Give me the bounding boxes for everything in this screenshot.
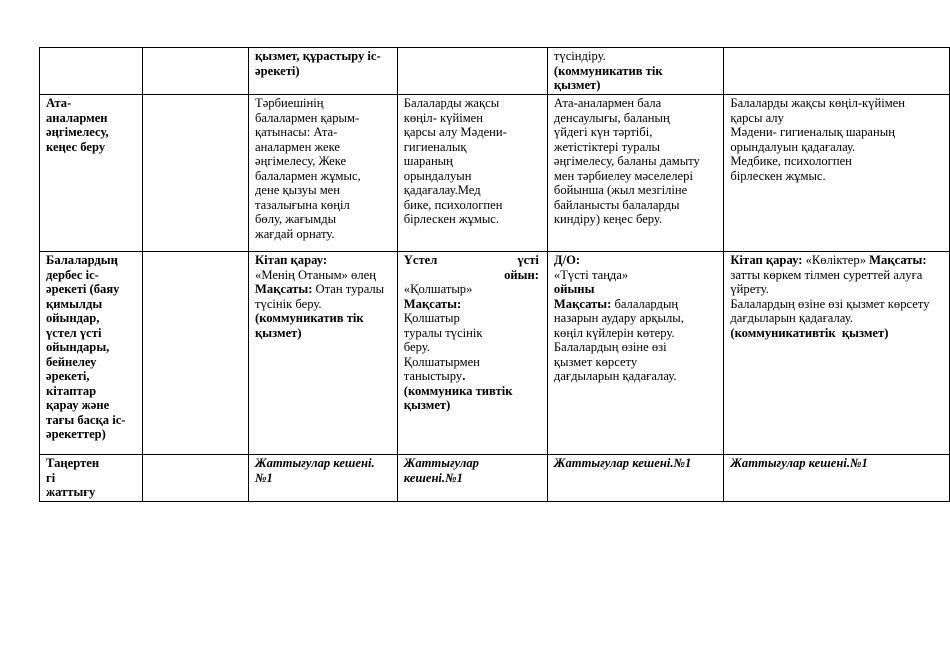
text-line: Балаларды жақсы көңіл-күйімен <box>730 96 906 110</box>
cell-day-3 <box>547 95 723 252</box>
text-line: Жаттығулар кешені.№1 <box>730 456 868 470</box>
row-label-cell <box>40 95 143 252</box>
text-line: Кітап қарау: <box>255 253 328 267</box>
text-line: туралы түсінік <box>403 325 483 340</box>
text-line: ойындары, <box>46 340 110 354</box>
text-line: жағдай орнату. <box>255 226 335 241</box>
text-line: Д/О: <box>553 253 581 267</box>
text-line <box>404 369 543 384</box>
text-line: қызмет) <box>403 398 451 412</box>
cell-day-4 <box>724 455 950 502</box>
text-line: қимылды <box>46 296 103 311</box>
text-line: Балалардың өзіне өзі <box>553 340 667 354</box>
text-line: қызмет, құрастыру іс- <box>255 49 381 63</box>
text-line: аналармен жеке <box>255 139 340 154</box>
text-line: түсінік беру. <box>255 296 322 311</box>
text-line <box>554 297 719 312</box>
text-line: бірлескен жұмыс. <box>403 212 500 226</box>
text-line: үйдегі күн тәртібі, <box>553 125 653 139</box>
text-line: орындалуын <box>403 168 472 183</box>
text-line: Мақсаты: <box>403 296 462 311</box>
text-line: Балалардың <box>46 253 118 267</box>
text-line: Қолшатыр <box>403 311 460 325</box>
text-line: Балаларды жақсы <box>403 96 500 110</box>
row-label-cell <box>40 455 143 502</box>
cell-day-4 <box>724 48 950 95</box>
text-line <box>404 253 543 268</box>
text-line: ойын: <box>504 267 539 282</box>
text-span: Отан туралы <box>312 282 385 296</box>
cell-day-2 <box>397 252 547 455</box>
text-line: (коммуникатив тік <box>553 63 663 78</box>
text-line: Медбике, психологпен <box>730 154 852 168</box>
text-line: бірлескен жұмыс. <box>730 168 826 183</box>
text-span: «Көліктер» <box>802 253 870 267</box>
text-line: (коммуникативтік қызмет) <box>730 325 889 340</box>
row-label-cell <box>40 48 143 95</box>
text-line: көңіл- күйімен <box>403 110 483 125</box>
text-line: әрекеттер) <box>46 427 106 441</box>
text-line: (коммуникатив тік <box>255 311 364 325</box>
text-line: Тәрбиешінің <box>255 96 324 110</box>
text-line: кітаптар <box>46 383 97 398</box>
text-line: жаттығу <box>46 485 96 499</box>
text-line: орындалуын қадағалау. <box>730 139 856 154</box>
text-span: балалардың <box>611 296 679 311</box>
cell-day-1 <box>249 95 398 252</box>
text-line: түсіндіру. <box>553 49 606 63</box>
text-line: беру. <box>403 340 430 354</box>
text-span: үсті <box>517 253 539 267</box>
text-line: Жаттығулар кешені. <box>255 456 375 470</box>
text-line: «Қолшатыр» <box>403 282 473 296</box>
text-line: кеңес беру <box>46 139 106 154</box>
text-line: көңіл күйлерін көтеру. <box>553 325 675 340</box>
text-line: кешені.№1 <box>403 470 463 485</box>
cell-day-1 <box>249 48 398 95</box>
text-line: назарын аудару арқылы, <box>553 311 684 325</box>
text-bold: Мақсаты: <box>255 282 313 296</box>
text-line: гигиеналық <box>403 139 467 154</box>
text-line: бейнелеу <box>46 354 97 369</box>
table-row <box>40 95 950 252</box>
text-line: затты көркем тілмен суреттей алуға <box>730 267 923 282</box>
text-line: балалармен қарым- <box>255 110 360 125</box>
text-line: мен тәрбиелеу мәселелері <box>553 168 693 183</box>
empty-cell <box>142 95 248 252</box>
text-line: бике, психологпен <box>403 197 503 212</box>
text-line: Таңертен <box>46 456 100 470</box>
text-span: Үстел <box>403 253 438 267</box>
text-span: таныстыру <box>403 369 463 383</box>
table-row <box>40 455 950 502</box>
schedule-table <box>39 47 950 502</box>
text-line: Мәдени- гигиеналық шараның <box>730 125 895 139</box>
row-label-cell <box>40 252 143 455</box>
text-line: «Түсті таңда» <box>553 267 629 282</box>
text-line: (коммуника тивтік <box>403 383 513 398</box>
text-line: Ата- <box>46 96 72 110</box>
text-line: қадағалау.Мед <box>403 183 481 197</box>
text-line: байланысты балаларды <box>553 197 680 212</box>
text-line: үстел үсті <box>46 325 102 340</box>
text-line: дағдыларын қадағалау. <box>730 311 853 325</box>
text-line: әңгімелесу, <box>46 125 109 139</box>
cell-day-2 <box>397 455 547 502</box>
cell-day-2 <box>397 48 547 95</box>
cell-day-2 <box>397 95 547 252</box>
empty-cell <box>142 455 248 502</box>
cell-day-1 <box>249 252 398 455</box>
text-line: әңгімелесу, баланы дамыту <box>553 154 700 168</box>
cell-day-4 <box>724 252 950 455</box>
text-line: әрекеті, <box>46 369 90 383</box>
text-line: дене қызуы мен <box>255 183 340 197</box>
cell-day-3 <box>547 252 723 455</box>
text-line: қызмет) <box>553 78 601 92</box>
text-line: үйрету. <box>730 282 769 296</box>
text-line: қарсы алу <box>730 110 784 125</box>
cell-day-3 <box>547 455 723 502</box>
text-line: №1 <box>255 470 273 485</box>
cell-day-1 <box>249 455 398 502</box>
text-line: Балалардың өзіне өзі қызмет көрсету <box>730 296 930 311</box>
text-bold: . <box>462 369 466 383</box>
cell-day-3 <box>547 48 723 95</box>
text-line: жетістіктері туралы <box>553 139 661 154</box>
text-bold: Мақсаты: <box>553 296 612 311</box>
text-line: балалармен жұмыс, <box>255 168 361 183</box>
text-line: Қолшатырмен <box>403 354 480 369</box>
text-line: қарсы алу Мәдени- <box>403 125 507 139</box>
empty-cell <box>142 252 248 455</box>
text-line: тағы басқа іс- <box>46 412 126 427</box>
text-line: аналармен <box>46 110 108 125</box>
cell-day-4 <box>724 95 950 252</box>
text-line: әңгімелесу, Жеке <box>255 154 347 168</box>
text-line: Ата-аналармен бала <box>553 96 662 110</box>
text-line: қатынасы: Ата- <box>255 125 338 139</box>
text-line: бөлу, жағымды <box>255 212 337 226</box>
text-line: Жаттығулар <box>403 456 479 470</box>
text-line: әрекеті) <box>255 63 300 78</box>
text-line <box>255 282 393 297</box>
text-line: дербес іс- <box>46 267 99 282</box>
text-line: ойындар, <box>46 311 100 325</box>
text-bold: Кітап қарау: <box>730 253 803 267</box>
text-line: қарау және <box>46 398 110 412</box>
text-line: шараның <box>403 154 453 168</box>
text-line: әрекеті (баяу <box>46 282 120 296</box>
text-bold: Мақсаты: <box>869 253 927 267</box>
text-line: ойыны <box>553 282 595 296</box>
text-line: бойынша (жыл мезгіліне <box>553 183 688 197</box>
text-line <box>730 253 945 268</box>
text-line: қызмет) <box>255 325 302 340</box>
text-line: дағдыларын қадағалау. <box>553 369 677 383</box>
text-line: денсаулығы, баланың <box>553 110 670 125</box>
text-line: гі <box>46 470 56 485</box>
text-line: қызмет көрсету <box>553 354 638 369</box>
text-line: «Менің Отаным» өлең <box>255 267 376 282</box>
table-row <box>40 252 950 455</box>
text-line: Жаттығулар кешені.№1 <box>553 456 692 470</box>
text-line: тазалығына көңіл <box>255 197 350 212</box>
empty-cell <box>142 48 248 95</box>
table-row <box>40 48 950 95</box>
text-line: киндіру) кеңес беру. <box>553 212 663 226</box>
